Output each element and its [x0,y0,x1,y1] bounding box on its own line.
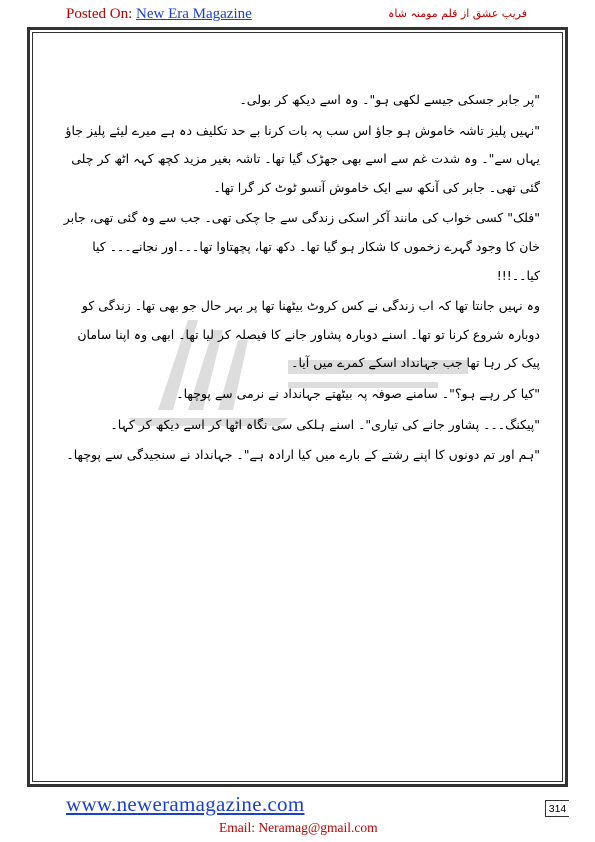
magazine-link[interactable]: New Era Magazine [136,6,252,22]
novel-title: فریب عشق از قلم مومنہ شاہ [387,7,527,20]
paragraph: "نہیں پلیز تاشہ خاموش ہو جاؤ اس سب پہ بات کرنا بے حد تکلیف دہ ہے میرے لیئے پلیز جاؤ یہاں سے"۔ وہ شدت غم سے اسے بھی جھڑک گیا تھا۔ تاشہ بغیر مزید کچھ کہہ اٹھ کر چلی گئی تھی۔ جابر کی آنکھ سے ایک خاموش آنسو ٹوٹ کر گرا تھا۔ [65,122,540,195]
header-posted-on [66,6,252,23]
paragraph: "ہم اور تم دونوں کا اپنے رشتے کے بارے میں کیا ارادہ ہے"۔ جہانداد نے سنجیدگی سے پوچھا۔ [66,447,540,463]
paragraph: "پیکنگ۔۔۔ پشاور جانے کی تیاری"۔ اسنے ہلکی سی نگاہ اٹھا کر اسے دیکھ کر کہا۔ [110,416,540,432]
website-link[interactable]: www.neweramagazine.com [66,792,305,816]
page-number: 314 [545,800,569,817]
footer-email: Email: Neramag@gmail.com [219,820,378,835]
story-text [60,86,540,470]
paragraph: "کیا کر رہے ہو؟"۔ سامنے صوفہ پہ بیٹھتے جہانداد نے نرمی سے پوچھا۔ [176,385,540,401]
paragraph: "فلک" کسی خواب کی مانند آکر اسکی زندگی سے جا چکی تھی۔ جب سے وہ گئی تھی، جابر خان کا وجود گہرے زخموں کا شکار ہو گیا تھا۔ دکھ تھا، پچھتاوا تھا۔۔۔اور نجانے۔۔۔ کیا کیا۔۔!!! [63,210,540,283]
paragraph: "پر جابر جسکی جیسے لکھی ہو"۔ وہ اسے دیکھ کر بولی۔ [239,92,540,107]
paragraph: وہ نہیں جانتا تھا کہ اب زندگی نے کس کروٹ بیٹھنا تھا پر بہر حال جو بھی تھا۔ زندگی کو دوبارہ شروع کرنا تو تھا۔ اسنے دوبارہ پشاور جانے کا فیصلہ کر لیا تھا۔ ابھی وہ اپنا سامان پیک کر رہا تھا جب جہانداد اسکے کمرے میں آیا۔ [77,298,540,371]
posted-on-label: Posted On: [66,6,133,22]
